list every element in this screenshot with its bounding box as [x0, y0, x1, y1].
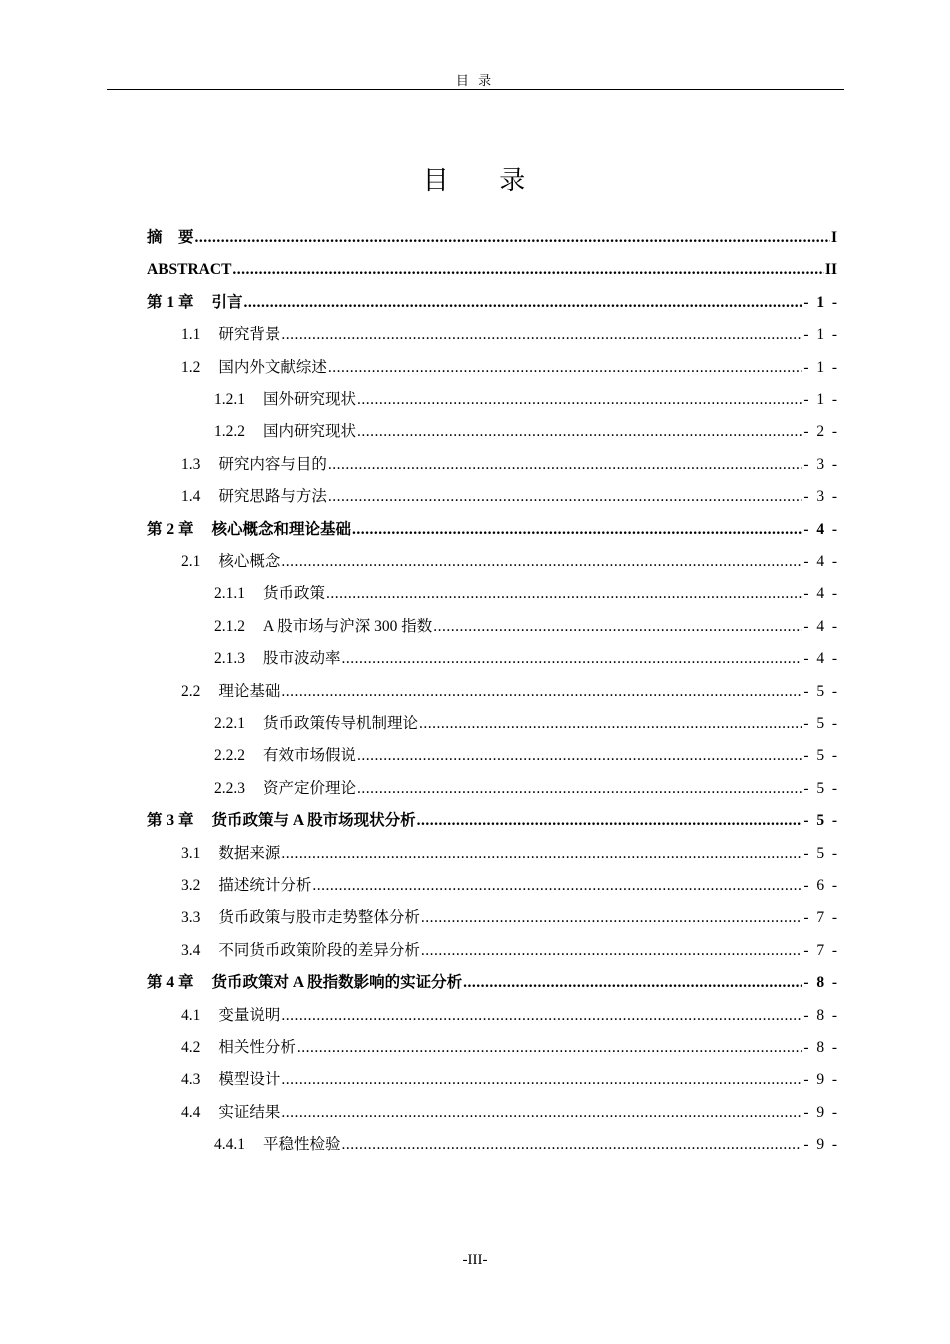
toc-entry-page: - 1 - [803, 391, 837, 408]
toc-entry-number: 1.3 [181, 455, 201, 473]
toc-entry[interactable] [214, 1133, 837, 1157]
dot-leader [281, 1004, 802, 1028]
toc-entry-title: 引言 [211, 293, 243, 311]
dot-leader [433, 615, 802, 639]
toc-entry-page: - 1 - [803, 326, 837, 344]
toc-entry-title: 变量说明 [218, 1006, 281, 1024]
toc-entry-title: 股市波动率 [263, 650, 341, 668]
dot-leader [357, 388, 802, 412]
toc-entry[interactable] [181, 1036, 837, 1060]
toc-entry-page: - 1 - [803, 358, 837, 376]
toc-entry[interactable] [147, 258, 837, 282]
dot-leader [328, 485, 803, 509]
toc-entry-number: 4.4 [181, 1103, 201, 1121]
toc-entry-number: 2.1.2 [214, 617, 245, 635]
toc-entry-page: - 5 - [803, 844, 837, 862]
dot-leader [297, 1036, 803, 1060]
toc-entry-page: II [824, 261, 837, 279]
toc-entry-page: - 9 - [803, 1136, 837, 1154]
toc-entry[interactable] [181, 1068, 837, 1092]
running-header: 目 录 [455, 73, 495, 88]
toc-entry[interactable] [214, 615, 837, 639]
toc-entry-number: 第 4 章 [147, 974, 194, 992]
toc-entry-number: 4.4.1 [214, 1136, 245, 1154]
toc-entry-page: - 9 - [803, 1103, 837, 1121]
toc-entry-title: 描述统计分析 [218, 877, 312, 894]
dot-leader [357, 744, 802, 768]
toc-entry-title: 实证结果 [218, 1103, 281, 1121]
toc-entry-number: 2.2 [181, 682, 201, 700]
toc-entry-number: 第 3 章 [147, 812, 194, 830]
dot-leader [421, 939, 803, 963]
toc-entry-title: 理论基础 [218, 682, 281, 700]
toc-entry[interactable] [181, 874, 837, 898]
toc-entry-number: 2.1 [181, 553, 201, 570]
toc-entry-page: - 8 - [803, 1039, 837, 1056]
toc-entry-title: 货币政策 [263, 585, 326, 603]
toc-entry-number: 1.1 [181, 326, 201, 344]
toc-entry[interactable] [181, 550, 837, 574]
toc-entry-page: - 5 - [803, 715, 837, 732]
dot-leader [342, 1133, 803, 1157]
toc-entry-title: A 股市场与沪深 300 指数 [263, 617, 433, 635]
toc-entry-page: - 2 - [803, 423, 837, 441]
dot-leader [419, 712, 802, 736]
toc-entry-number: 3.1 [181, 844, 201, 862]
toc-entry[interactable] [214, 388, 837, 412]
toc-entry[interactable] [181, 939, 837, 963]
dot-leader [417, 809, 803, 833]
dot-leader [463, 971, 802, 995]
dot-leader [328, 356, 803, 380]
toc-entry-page: - 4 - [803, 617, 837, 635]
dot-leader [281, 1068, 802, 1092]
header-rule [107, 89, 844, 90]
toc-entry-page: - 3 - [803, 455, 837, 473]
toc-entry-page: - 8 - [803, 974, 837, 992]
toc-entry-page: - 5 - [803, 747, 837, 765]
toc-entry-page: - 9 - [803, 1071, 837, 1089]
toc-entry-title: 研究思路与方法 [218, 488, 327, 506]
toc-entry[interactable] [181, 906, 837, 930]
toc-entry-title: 有效市场假说 [263, 747, 357, 765]
toc-entry-title: 不同货币政策阶段的差异分析 [218, 941, 420, 959]
dot-leader [357, 777, 802, 801]
toc-entry-title: 研究背景 [218, 326, 281, 344]
dot-leader [342, 647, 803, 671]
dot-leader [281, 1101, 802, 1125]
toc-entry-page: - 3 - [803, 488, 837, 506]
toc-entry[interactable] [214, 744, 837, 768]
toc-entry[interactable] [214, 712, 837, 736]
toc-entry-title: 货币政策对 A 股指数影响的实证分析 [211, 974, 463, 992]
toc-entry[interactable] [181, 485, 837, 509]
toc-entry-page: - 4 - [803, 585, 837, 603]
toc-entry[interactable] [181, 356, 837, 380]
toc-entry[interactable] [147, 291, 837, 315]
toc-entry-number: 2.1.3 [214, 650, 245, 668]
toc-entry[interactable] [147, 518, 837, 542]
dot-leader [232, 258, 824, 282]
dot-leader [281, 680, 802, 704]
toc-entry-number: 2.2.3 [214, 779, 245, 797]
dot-leader [326, 582, 802, 606]
dot-leader [357, 420, 802, 444]
dot-leader [312, 874, 802, 898]
toc-entry[interactable] [147, 971, 837, 995]
toc-entry[interactable] [181, 323, 837, 347]
toc-entry-page: - 5 - [803, 779, 837, 797]
toc-entry-number: 4.3 [181, 1071, 201, 1089]
toc-entry-number: 4.2 [181, 1039, 201, 1056]
toc-entry-page: - 4 - [803, 650, 837, 668]
toc-entry-page: - 6 - [803, 877, 837, 894]
toc-entry-title: 模型设计 [218, 1071, 281, 1089]
dot-leader [195, 226, 830, 250]
toc-entry-number: 3.2 [181, 877, 201, 894]
toc-entry[interactable] [181, 1101, 837, 1125]
toc-entry-number: 2.1.1 [214, 585, 245, 603]
toc-heading: 目 录 [422, 166, 528, 195]
toc-entry-title: 摘 要 [147, 229, 194, 246]
toc-entry-number: 2.2.1 [214, 715, 245, 732]
toc-entry[interactable] [214, 582, 837, 606]
toc-entry-title: 数据来源 [218, 844, 281, 862]
toc-entry-title: 核心概念和理论基础 [211, 520, 352, 538]
toc-entry-number: 4.1 [181, 1006, 201, 1024]
toc-entry-title: 国内研究现状 [263, 423, 357, 441]
toc-entry[interactable] [147, 809, 837, 833]
toc-entry[interactable] [181, 453, 837, 477]
toc-entry-number: 2.2.2 [214, 747, 245, 765]
toc-entry-number: 第 2 章 [147, 520, 194, 538]
toc-entry-title: 国外研究现状 [263, 391, 357, 408]
toc-entry-page: - 1 - [803, 293, 837, 311]
toc-entry-title: 核心概念 [218, 553, 281, 570]
toc-entry-page: - 5 - [803, 812, 837, 830]
toc-entry[interactable] [181, 680, 837, 704]
toc-entry-page: - 8 - [803, 1006, 837, 1024]
footer-page-number: -III- [462, 1252, 488, 1268]
toc-entry[interactable] [214, 647, 837, 671]
toc-entry[interactable] [147, 226, 837, 250]
dot-leader [244, 291, 803, 315]
dot-leader [352, 518, 802, 542]
toc-entry-number: 3.3 [181, 909, 201, 927]
toc-entry-page: - 7 - [803, 909, 837, 927]
toc-entry-number: 1.2.2 [214, 423, 245, 441]
toc-entry-page: - 7 - [803, 941, 837, 959]
toc-entry[interactable] [181, 842, 837, 866]
toc-entry-title: 平稳性检验 [263, 1136, 341, 1154]
toc-entry-title: 相关性分析 [218, 1039, 296, 1056]
toc-entry-title: 货币政策传导机制理论 [263, 715, 419, 732]
dot-leader [281, 550, 802, 574]
toc-entry-title: ABSTRACT [147, 261, 232, 279]
toc-entry[interactable] [181, 1004, 837, 1028]
toc-entry-number: 1.2.1 [214, 391, 245, 408]
dot-leader [421, 906, 803, 930]
toc-entry-page: - 5 - [803, 682, 837, 700]
toc-entry[interactable] [214, 777, 837, 801]
toc-entry-title: 货币政策与股市走势整体分析 [218, 909, 420, 927]
toc-entry-number: 1.2 [181, 358, 201, 376]
toc-entry-number: 1.4 [181, 488, 201, 506]
toc-entry-number: 第 1 章 [147, 293, 194, 311]
toc-entry-title: 货币政策与 A 股市场现状分析 [211, 812, 416, 830]
toc-entry-title: 研究内容与目的 [218, 455, 327, 473]
toc-entry-page: I [830, 229, 837, 246]
dot-leader [281, 842, 802, 866]
dot-leader [328, 453, 803, 477]
dot-leader [281, 323, 802, 347]
toc-entry-number: 3.4 [181, 941, 201, 959]
toc-entry-title: 资产定价理论 [263, 779, 357, 797]
toc-entry-page: - 4 - [803, 553, 837, 570]
toc-entry[interactable] [214, 420, 837, 444]
toc-entry-title: 国内外文献综述 [218, 358, 327, 376]
toc-entry-page: - 4 - [803, 520, 837, 538]
